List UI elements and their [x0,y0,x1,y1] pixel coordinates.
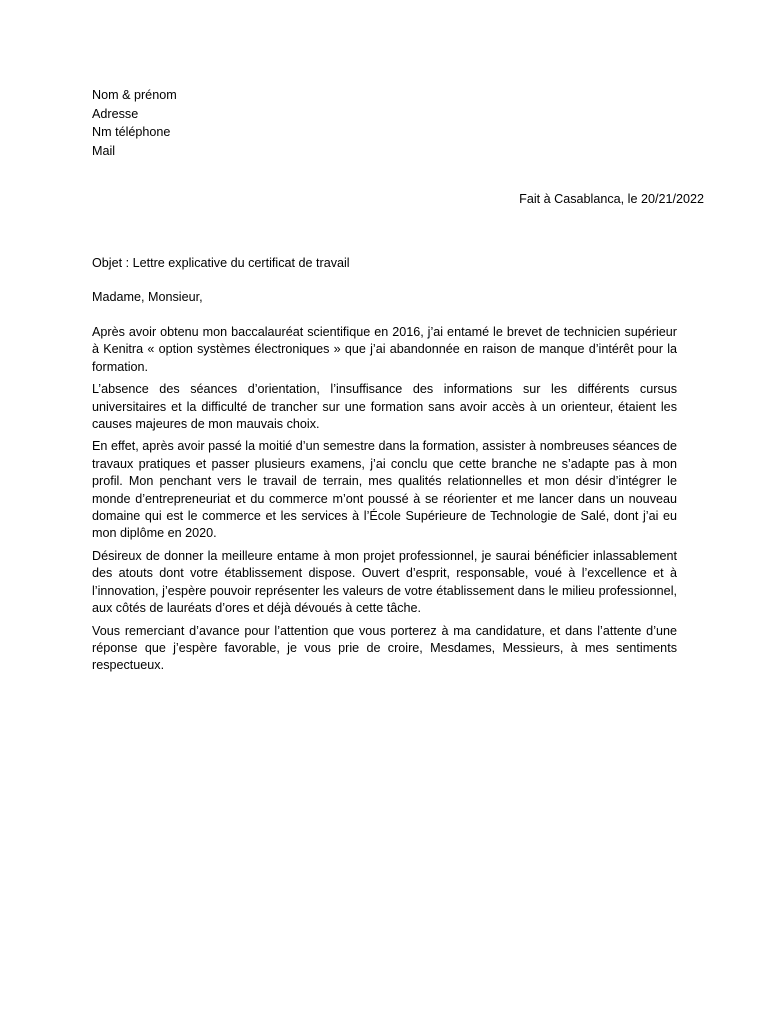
sender-name: Nom & prénom [92,88,177,102]
paragraph-2: L’absence des séances d’orientation, l’insuffisance des informations sur les différents cursus universitaires et la difficulté de trancher sur une formation sans avoir accès à un orienteur, étaient les causes majeures de mon mauvais choix. [92,382,677,432]
subject-line: Objet : Lettre explicative du certificat de travail [92,256,350,270]
paragraph-1: Après avoir obtenu mon baccalauréat scientifique en 2016, j’ai entamé le brevet de technicien supérieur à Kenitra « option systèmes électroniques » que j’ai abandonnée en raison de manque d’intérêt pour la formation. [92,325,677,374]
sender-block [92,86,492,160]
sender-email: Mail [92,143,116,158]
paragraph-3: En effet, après avoir passé la moitié d’un semestre dans la formation, assister à nombreuses séances de travaux pratiques et passer plusieurs examens, j’ai conclu que cette branche ne s’adapte pas à mon profil. Mon penchant vers le travail de terrain, mes qualités relationnelles et mon désir d’intégrer le monde d’entrepreneuriat et du commerce m’ont poussé à se réorienter et me lancer dans un nouveau domaine qui est le commerce et les services à l’École Supérieure de Technologie de Salé, dont j’ai eu mon diplôme en 2020. [92,439,677,541]
sender-address: Adresse [92,106,139,121]
letter-body [92,324,677,680]
date-line: Fait à Casablanca, le 20/21/2022 [519,192,704,206]
paragraph-4: Désireux de donner la meilleure entame à mon projet professionnel, je saurai bénéficier inlassablement des atouts dont votre établissement dispose. Ouvert d’esprit, responsable, voué à l’excellence et à l’innovation, j’espère pouvoir représenter les valeurs de votre établissement dans le milieu professionnel, aux côtés de lauréats d’ores et déjà dévoués à cette tâche. [92,548,677,616]
salutation: Madame, Monsieur, [92,290,203,304]
paragraph-5: Vous remerciant d’avance pour l’attention que vous porterez à ma candidature, et dans l’attente d’une réponse que j’espère favorable, je vous prie de croire, Mesdames, Messieurs, à mes sentiments respectueux. [92,623,677,673]
sender-phone: Nm téléphone [92,125,171,139]
